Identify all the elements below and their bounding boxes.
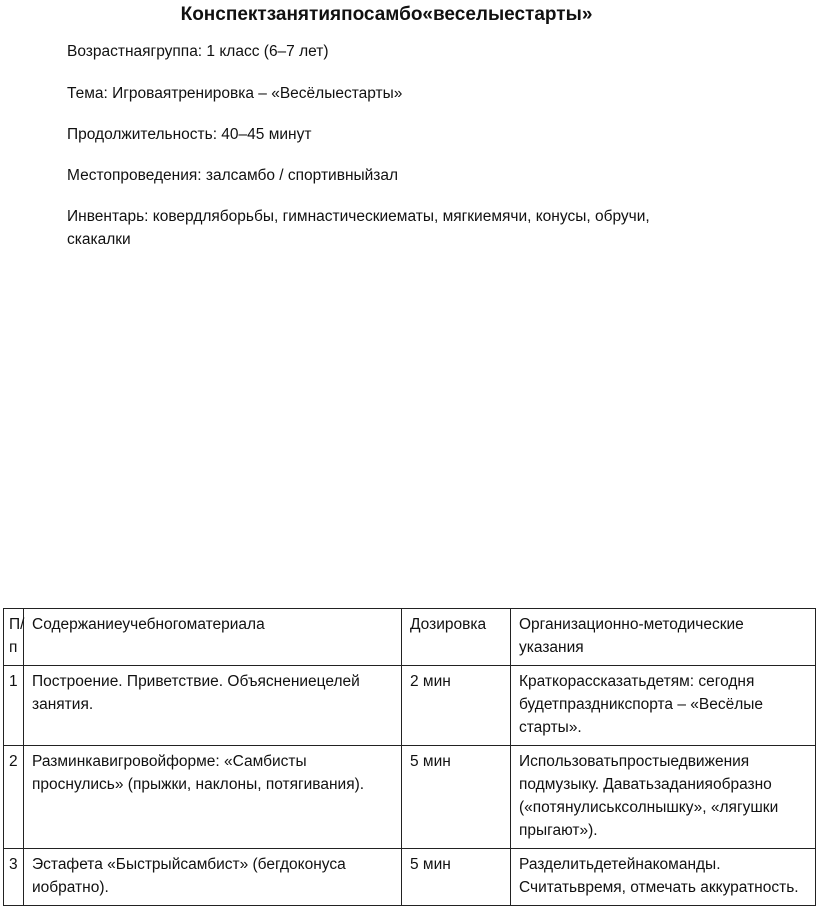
equipment-line: Инвентарь: ковердляборьбы, гимнастическиематы, мягкиемячи, конусы, обручи, скакалки xyxy=(67,208,650,248)
header-num: П/п xyxy=(4,609,24,666)
topic-line: Тема: Игроваятренировка – «Весёлыестарты» xyxy=(67,85,403,102)
header-content: Содержаниеучебногоматериала xyxy=(24,609,402,666)
row-dosage: 2 мин xyxy=(402,666,511,746)
row-num: 1 xyxy=(4,666,24,746)
table-row xyxy=(4,746,816,849)
row-notes: Использоватьпростыедвижения подмузыку. Даватьзаданияобразно («потянулиськсолнышку», «лягушки прыгают»). xyxy=(511,746,816,849)
place-line: Местопроведения: залсамбо / спортивныйзал xyxy=(67,167,399,184)
row-notes: Краткорассказатьдетям: сегодня будетпраздникспорта – «Весёлые старты». xyxy=(511,666,816,746)
row-notes: Разделитьдетейнакоманды. Считатьвремя, отмечать аккуратность. xyxy=(511,849,816,906)
row-content: Разминкавигровойформе: «Самбисты проснулись» (прыжки, наклоны, потягивания). xyxy=(24,746,402,849)
table-row xyxy=(4,849,816,906)
row-num: 3 xyxy=(4,849,24,906)
table-row xyxy=(4,666,816,746)
row-content: Эстафета «Быстрыйсамбист» (бегдоконуса иобратно). xyxy=(24,849,402,906)
row-dosage: 5 мин xyxy=(402,849,511,906)
header-notes: Организационно-методические указания xyxy=(511,609,816,666)
row-num: 2 xyxy=(4,746,24,849)
row-dosage: 5 мин xyxy=(402,746,511,849)
document-title: Конспектзанятияпосамбо«веселыестарты» xyxy=(180,4,593,25)
lesson-plan-table xyxy=(3,608,816,906)
duration-line: Продолжительность: 40–45 минут xyxy=(67,126,312,143)
header-dosage: Дозировка xyxy=(402,609,511,666)
table-header-row xyxy=(4,609,816,666)
row-content: Построение. Приветствие. Объяснениецелей занятия. xyxy=(24,666,402,746)
age-group-line: Возрастнаягруппа: 1 класс (6–7 лет) xyxy=(67,43,329,60)
